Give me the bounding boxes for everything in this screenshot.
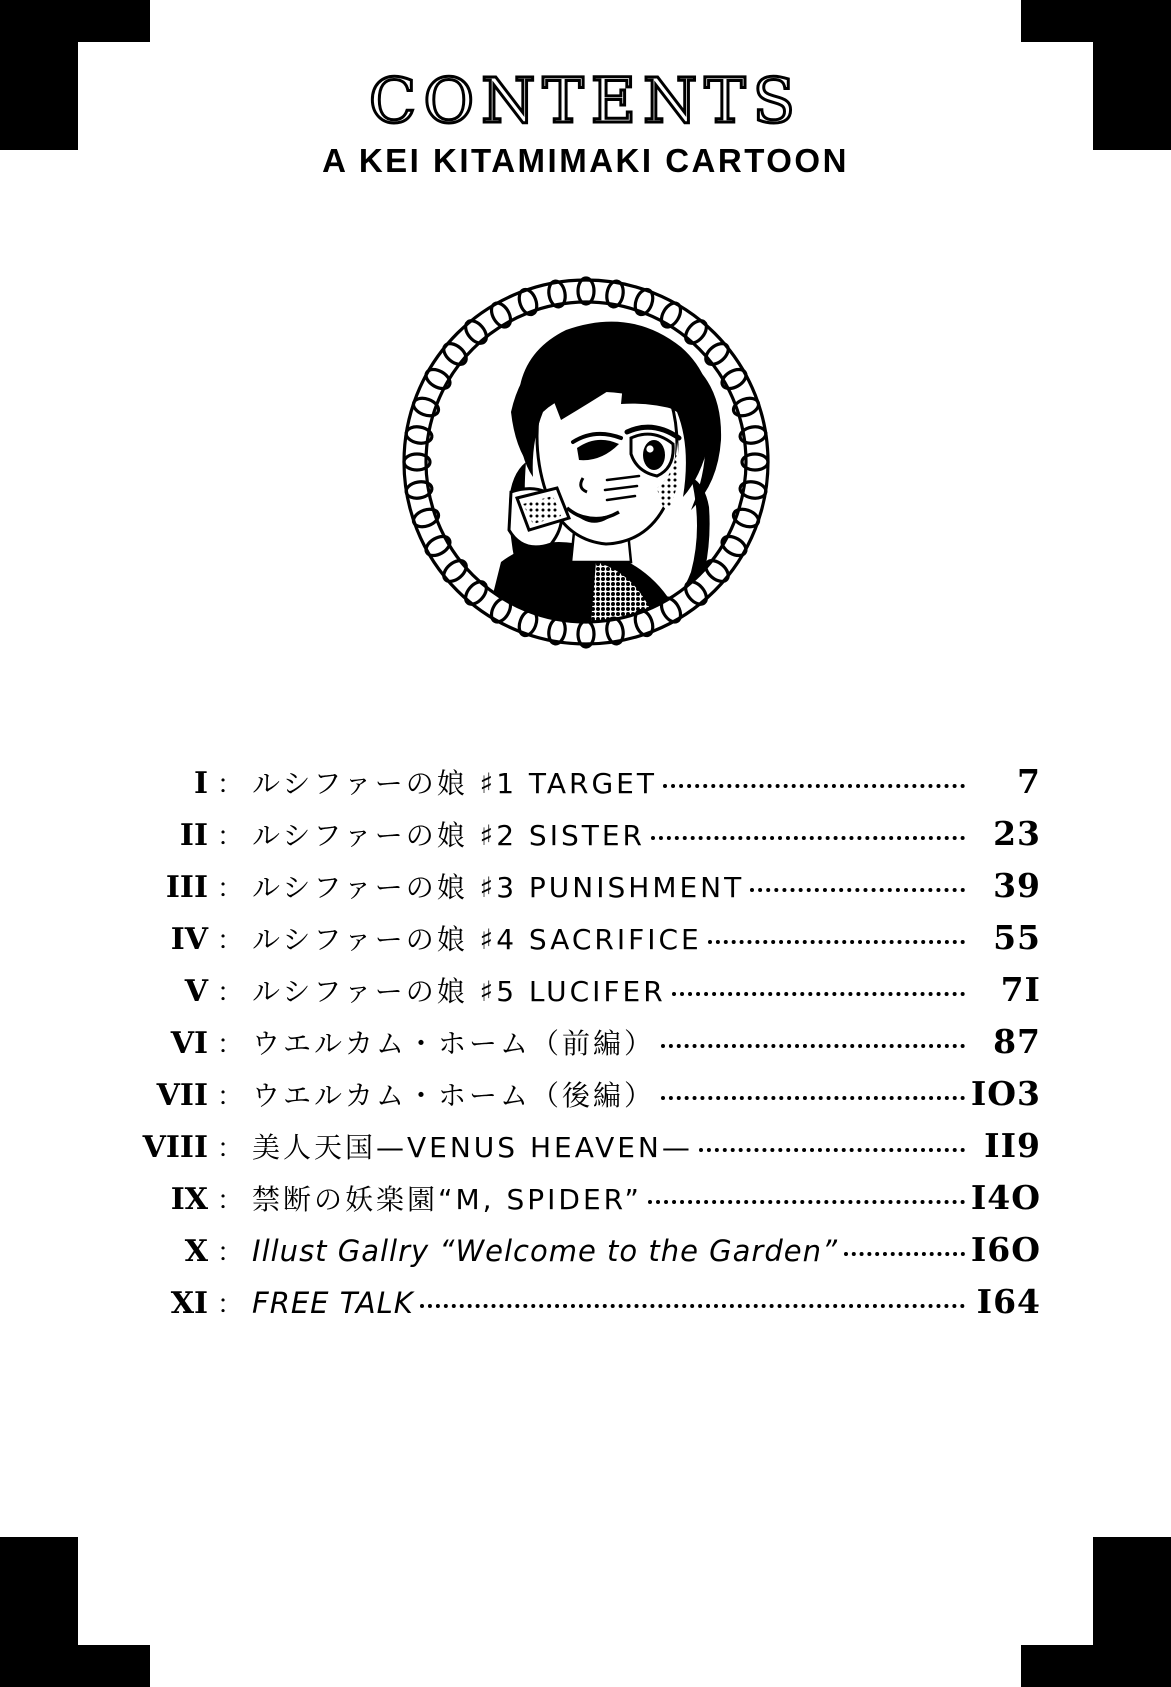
toc-separator: ： xyxy=(217,769,244,799)
toc-separator: ： xyxy=(217,821,244,851)
toc-leader xyxy=(708,940,965,944)
toc-number: V xyxy=(184,974,208,1009)
toc-separator: ： xyxy=(217,1081,244,1111)
toc-separator: ： xyxy=(217,977,244,1007)
toc-label: ルシファーの娘 ♯3 PUNISHMENT xyxy=(252,871,745,904)
toc-label: ウエルカム・ホーム（前編） xyxy=(252,1027,656,1060)
toc-separator: ： xyxy=(217,1029,244,1059)
toc-page-number: II9 xyxy=(984,1126,1041,1165)
toc-leader xyxy=(663,784,965,788)
toc-leader xyxy=(648,1200,965,1204)
toc-separator: ： xyxy=(217,1185,244,1215)
toc-entry[interactable] xyxy=(130,1022,1041,1074)
toc-separator: ： xyxy=(217,1237,244,1267)
portrait-illustration xyxy=(391,262,781,662)
toc-leader xyxy=(672,992,965,996)
toc-page-number: I64 xyxy=(976,1282,1041,1321)
toc-number: IX xyxy=(170,1182,208,1217)
toc-label: Illust Gallry “Welcome to the Garden” xyxy=(252,1234,838,1268)
toc-number: II xyxy=(179,818,208,853)
toc-leader xyxy=(661,1096,965,1100)
toc-page-number: I4O xyxy=(970,1178,1041,1217)
toc-entry[interactable] xyxy=(130,762,1041,814)
toc-page-number: 23 xyxy=(993,814,1041,853)
toc-number: XI xyxy=(170,1286,208,1321)
toc-number: VII xyxy=(156,1078,208,1113)
toc-entry[interactable] xyxy=(130,1074,1041,1126)
register-mark-bottom-left xyxy=(0,1537,150,1687)
toc-leader xyxy=(844,1252,965,1256)
toc-page-number: 7I xyxy=(1000,970,1041,1009)
toc-leader xyxy=(420,1304,965,1308)
toc-leader xyxy=(699,1148,965,1152)
toc-label: ウエルカム・ホーム（後編） xyxy=(252,1079,656,1112)
toc-page-number: I6O xyxy=(970,1230,1041,1269)
toc-label: FREE TALK xyxy=(252,1286,414,1320)
toc-entry[interactable] xyxy=(130,1178,1041,1230)
table-of-contents xyxy=(0,762,1171,1334)
toc-separator: ： xyxy=(217,1289,244,1319)
toc-leader xyxy=(661,1044,965,1048)
toc-entry[interactable] xyxy=(130,970,1041,1022)
toc-separator: ： xyxy=(217,873,244,903)
page-title: CONTENTS xyxy=(368,64,803,137)
toc-page-number: 39 xyxy=(993,866,1041,905)
toc-number: X xyxy=(184,1234,208,1269)
toc-number: I xyxy=(193,766,208,801)
toc-label: 美人天国—VENUS HEAVEN— xyxy=(252,1131,693,1164)
toc-page-number: 55 xyxy=(993,918,1041,957)
toc-number: III xyxy=(165,870,208,905)
page-subtitle: A KEI KITAMIMAKI CARTOON xyxy=(322,142,849,179)
toc-label: ルシファーの娘 ♯4 SACRIFICE xyxy=(252,923,702,956)
toc-entry[interactable] xyxy=(130,814,1041,866)
toc-page-number: IO3 xyxy=(970,1074,1041,1113)
toc-entry[interactable] xyxy=(130,1282,1041,1334)
toc-entry[interactable] xyxy=(130,1230,1041,1282)
toc-label: ルシファーの娘 ♯2 SISTER xyxy=(252,819,645,852)
page-header xyxy=(0,64,1171,180)
toc-entry[interactable] xyxy=(130,918,1041,970)
toc-entry[interactable] xyxy=(130,1126,1041,1178)
toc-leader xyxy=(651,836,965,840)
toc-number: VI xyxy=(170,1026,208,1061)
toc-separator: ： xyxy=(217,1133,244,1163)
toc-label: ルシファーの娘 ♯1 TARGET xyxy=(252,767,657,800)
toc-label: 禁断の妖楽園“M, SPIDER” xyxy=(252,1183,642,1216)
toc-number: VIII xyxy=(142,1130,208,1165)
toc-separator: ： xyxy=(217,925,244,955)
toc-page-number: 87 xyxy=(993,1022,1041,1061)
toc-label: ルシファーの娘 ♯5 LUCIFER xyxy=(252,975,666,1008)
register-mark-bottom-right xyxy=(1021,1537,1171,1687)
toc-page-number: 7 xyxy=(1017,762,1041,801)
toc-number: IV xyxy=(170,922,208,957)
toc-entry[interactable] xyxy=(130,866,1041,918)
toc-leader xyxy=(750,888,965,892)
